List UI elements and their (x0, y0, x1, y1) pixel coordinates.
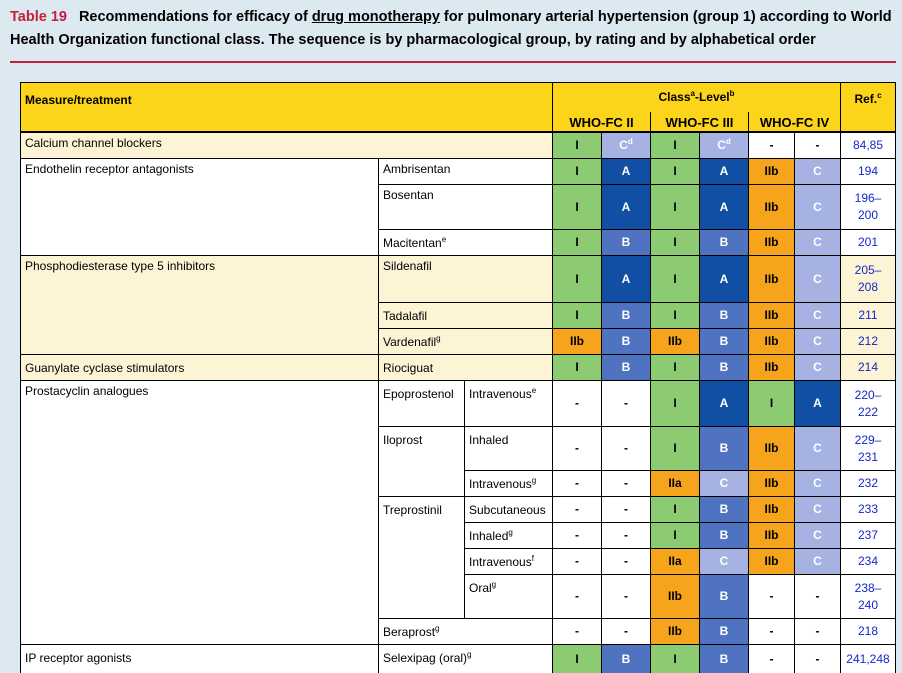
group-ip-receptor-agonists: IP receptor agonists (20, 645, 378, 673)
header-ref: Ref.$^c$ (840, 82, 896, 132)
level-cell: $C^d$ (601, 133, 650, 159)
drug-tadalafil: Tadalafil (378, 303, 552, 329)
level-cell: B (601, 355, 650, 381)
route-inhaled: Inhaled (464, 427, 552, 471)
group-endothelin-receptor-antagonists: Endothelin receptor antagonists (20, 159, 378, 256)
drug-iloprost: Iloprost (378, 427, 464, 497)
class-cell: - (552, 381, 601, 427)
class-cell: - (552, 619, 601, 645)
class-cell: - (748, 133, 794, 159)
class-cell: - (748, 645, 794, 673)
class-cell: IIb (650, 329, 699, 355)
class-cell: I (552, 230, 601, 256)
class-cell: I (650, 303, 699, 329)
drug-bosentan: Bosentan (378, 185, 552, 230)
class-cell: IIa (650, 549, 699, 575)
class-cell: - (552, 575, 601, 619)
class-cell: - (552, 427, 601, 471)
level-cell: B (699, 575, 748, 619)
class-cell: I (650, 523, 699, 549)
drug-macitentan: Macitentan$^e$ (378, 230, 552, 256)
level-cell: - (601, 619, 650, 645)
class-cell: IIb (552, 329, 601, 355)
ref-link[interactable]: 196– 200 (840, 185, 896, 230)
ref-link[interactable]: 201 (840, 230, 896, 256)
drug-riociguat: Riociguat (378, 355, 552, 381)
drug-beraprost: Beraprost$^g$ (378, 619, 552, 645)
group-calcium-channel-blockers: Calcium channel blockers (20, 133, 552, 159)
route-oral: Oral$^g$ (464, 575, 552, 619)
class-cell: IIb (748, 185, 794, 230)
level-cell: C (794, 497, 840, 523)
class-cell: I (552, 355, 601, 381)
class-cell: I (552, 159, 601, 185)
title-text-after: for pulmonary arterial hypertension (group 1) according to World Health Organization functional class. The sequence is by pharmacological group, by rating and by alphabetical order (10, 9, 892, 48)
title-text-before: Recommendations for efficacy of (78, 9, 312, 25)
class-cell: I (748, 381, 794, 427)
class-cell: I (650, 497, 699, 523)
level-cell: B (699, 497, 748, 523)
level-cell: C (794, 329, 840, 355)
level-cell: A (699, 381, 748, 427)
level-cell: - (601, 497, 650, 523)
level-cell: - (601, 381, 650, 427)
class-cell: I (650, 185, 699, 230)
ref-link[interactable]: 218 (840, 619, 896, 645)
class-cell: IIb (748, 427, 794, 471)
level-cell: A (699, 185, 748, 230)
level-cell: B (699, 645, 748, 673)
ref-link[interactable]: 229– 231 (840, 427, 896, 471)
level-cell: A (794, 381, 840, 427)
class-cell: IIb (748, 329, 794, 355)
level-cell: - (601, 471, 650, 497)
table-number: Table 19 (10, 9, 67, 25)
level-cell: B (699, 427, 748, 471)
level-cell: - (601, 549, 650, 575)
level-cell: C (794, 355, 840, 381)
class-cell: I (650, 256, 699, 303)
level-cell: C (794, 230, 840, 256)
class-cell: I (552, 645, 601, 673)
ref-link[interactable]: 84,85 (840, 133, 896, 159)
drug-ambrisentan: Ambrisentan (378, 159, 552, 185)
level-cell: A (601, 159, 650, 185)
level-cell: C (794, 427, 840, 471)
level-cell: - (794, 575, 840, 619)
level-cell: A (601, 256, 650, 303)
ref-link[interactable]: 205– 208 (840, 256, 896, 303)
level-cell: B (601, 645, 650, 673)
level-cell: C (794, 523, 840, 549)
class-cell: - (552, 523, 601, 549)
class-cell: I (650, 381, 699, 427)
ref-link[interactable]: 232 (840, 471, 896, 497)
level-cell: - (794, 133, 840, 159)
class-cell: IIa (650, 471, 699, 497)
level-cell: A (699, 159, 748, 185)
class-cell: I (650, 645, 699, 673)
level-cell: - (794, 645, 840, 673)
class-cell: IIb (748, 523, 794, 549)
level-cell: A (699, 256, 748, 303)
level-cell: B (699, 523, 748, 549)
header-who-fc-iii: WHO-FC III (650, 112, 748, 132)
level-cell: B (699, 355, 748, 381)
level-cell: - (601, 523, 650, 549)
ref-link[interactable]: 234 (840, 549, 896, 575)
level-cell: C (699, 549, 748, 575)
class-cell: IIb (650, 619, 699, 645)
level-cell: C (794, 471, 840, 497)
level-cell: A (601, 185, 650, 230)
ref-link[interactable]: 241,248 (840, 645, 896, 673)
drug-epoprostenol: Epoprostenol (378, 381, 464, 427)
header-who-fc-ii: WHO-FC II (552, 112, 650, 132)
class-cell: I (650, 427, 699, 471)
level-cell: B (601, 329, 650, 355)
level-cell: B (699, 230, 748, 256)
class-cell: IIb (650, 575, 699, 619)
title-underlined-term: drug monotherapy (311, 9, 440, 25)
level-cell: $C^d$ (699, 133, 748, 159)
class-cell: IIb (748, 303, 794, 329)
class-cell: I (552, 185, 601, 230)
level-cell: - (794, 619, 840, 645)
group-guanylate-cyclase-stimulators: Guanylate cyclase stimulators (20, 355, 378, 381)
header-measure: Measure/treatment (20, 82, 552, 132)
route-inhaled: Inhaled$^g$ (464, 523, 552, 549)
class-cell: IIb (748, 355, 794, 381)
level-cell: B (699, 329, 748, 355)
class-cell: I (552, 256, 601, 303)
class-cell: I (650, 133, 699, 159)
level-cell: - (601, 575, 650, 619)
route-subcutaneous: Subcutaneous (464, 497, 552, 523)
level-cell: - (601, 427, 650, 471)
class-cell: I (552, 303, 601, 329)
ref-link[interactable]: 214 (840, 355, 896, 381)
class-cell: IIb (748, 256, 794, 303)
ref-link[interactable]: 220– 222 (840, 381, 896, 427)
level-cell: C (699, 471, 748, 497)
class-cell: - (552, 497, 601, 523)
level-cell: B (601, 303, 650, 329)
route-intravenous: Intravenous$^e$ (464, 381, 552, 427)
class-cell: - (552, 471, 601, 497)
level-cell: B (601, 230, 650, 256)
class-cell: - (748, 619, 794, 645)
class-cell: - (748, 575, 794, 619)
level-cell: C (794, 256, 840, 303)
header-who-fc-iv: WHO-FC IV (748, 112, 840, 132)
ref-link[interactable]: 238– 240 (840, 575, 896, 619)
drug-treprostinil: Treprostinil (378, 497, 464, 619)
level-cell: C (794, 159, 840, 185)
class-cell: I (650, 355, 699, 381)
level-cell: B (699, 619, 748, 645)
class-cell: I (650, 230, 699, 256)
class-cell: IIb (748, 471, 794, 497)
level-cell: C (794, 303, 840, 329)
group-prostacyclin-analogues: Prostacyclin analogues (20, 381, 378, 645)
class-cell: I (650, 159, 699, 185)
class-cell: I (552, 133, 601, 159)
route-intravenous: Intravenous$^f$ (464, 549, 552, 575)
class-cell: - (552, 549, 601, 575)
drug-vardenafil: Vardenafil$^g$ (378, 329, 552, 355)
drug-sildenafil: Sildenafil (378, 256, 552, 303)
ref-link[interactable]: 233 (840, 497, 896, 523)
route-intravenous: Intravenous$^g$ (464, 471, 552, 497)
group-pde5-inhibitors: Phosphodiesterase type 5 inhibitors (20, 256, 378, 355)
class-cell: IIb (748, 159, 794, 185)
ref-link[interactable]: 194 (840, 159, 896, 185)
ref-link[interactable]: 237 (840, 523, 896, 549)
class-cell: IIb (748, 230, 794, 256)
header-class-level: Class$^a$-Level$^b$ (552, 82, 840, 112)
level-cell: C (794, 549, 840, 575)
class-cell: IIb (748, 549, 794, 575)
ref-link[interactable]: 211 (840, 303, 896, 329)
class-cell: IIb (748, 497, 794, 523)
level-cell: C (794, 185, 840, 230)
ref-link[interactable]: 212 (840, 329, 896, 355)
drug-selexipag: Selexipag (oral)$^g$ (378, 645, 552, 673)
level-cell: B (699, 303, 748, 329)
